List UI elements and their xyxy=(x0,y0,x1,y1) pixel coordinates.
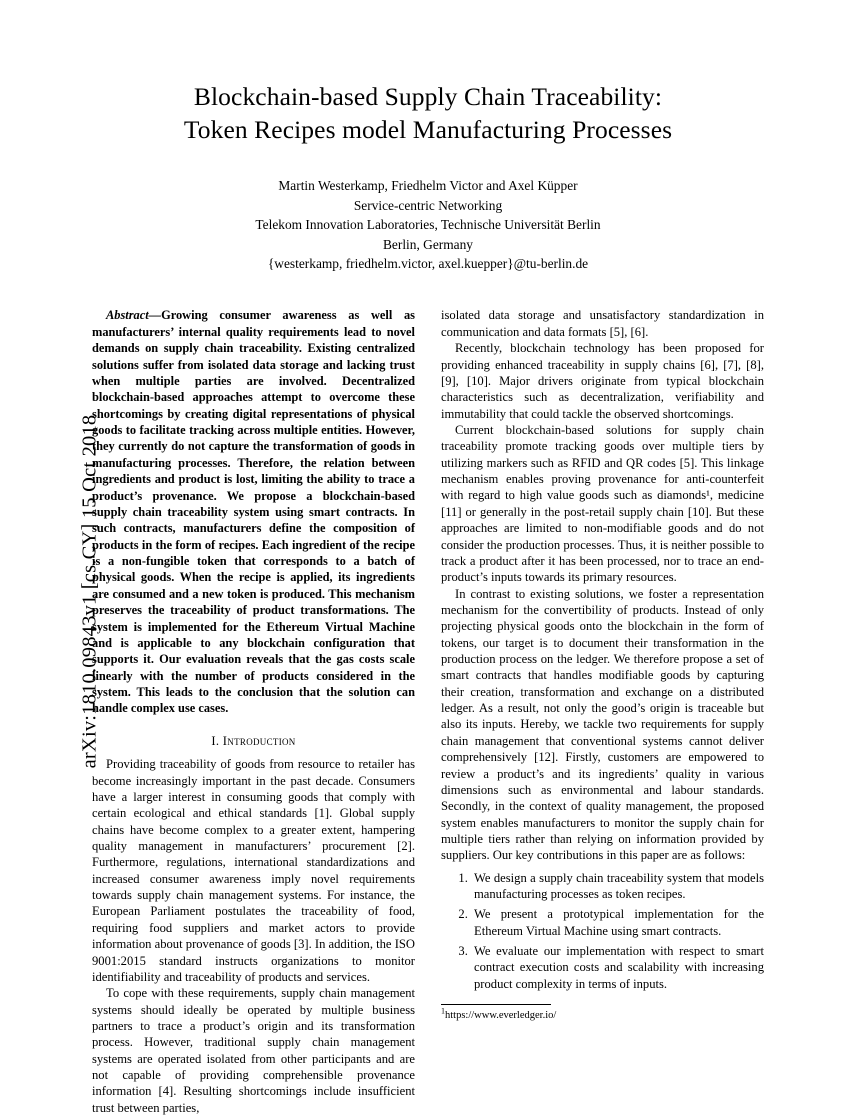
intro-paragraph-1: Providing traceability of goods from resource to retailer has become increasingly important in the past decade. Consumers have a larger interest in consuming goods that comply with certain ecological and ethical standards [1]. Global supply chains have become complex to a greater extent, hampering quality management in manufacturers’ procurement [2]. Furthermore, regulations, international standardizations and increased consumer awareness imply novel requirements towards supply chain management systems. For instance, the European Parliament postulates the traceability of food, requiring food suppliers and market actors to provide information about provenance of goods [3]. In addition, the ISO 9001:2015 standard instructs organizations to monitor identifiability and traceability of products and services. xyxy=(92,757,415,984)
abstract-paragraph xyxy=(92,307,415,716)
list-item: 2. We present a prototypical implementation for the Ethereum Virtual Machine using smart contracts. xyxy=(471,906,764,939)
author-block xyxy=(92,176,764,273)
intro-paragraph-5: Current blockchain-based solutions for supply chain traceability promote tracking goods over multiple tiers by utilizing markers such as RFID and QR codes [5]. This linkage mechanism enables proving provenance for anti-counterfeit with regard to high value goods such as diamonds¹, medicine [11] or generally in the post-retail supply chain [10]. But these approaches are limited to non-modifiable goods and do not consider the production processes. Thus, it is neither possible to track a product after it has been processed, nor to trace an end-product’s inputs towards its primary resources. xyxy=(441,422,764,585)
two-column-body xyxy=(92,307,764,1116)
arxiv-identifier-stamp: arXiv:1810.09843v1 [cs.CY] 15 Oct 2018 xyxy=(78,414,101,769)
intro-paragraph-2: To cope with these requirements, supply chain management systems should ideally be operated by multiple business partners to trace a product’s origin and its transformation process. However, traditional supply chain management systems are operated isolated from other participants and are not capable of providing comprehensible provenance information [4]. Resulting shortcomings include insufficient trust between parties, xyxy=(92,986,415,1115)
intro-paragraph-6: In contrast to existing solutions, we foster a representation mechanism for the convertibility of products. Instead of only projecting physical goods onto the blockchain in the form of tokens, our target is to document their transformation in the production process on the ledger. We therefore propose a set of smart contracts that handles modifiable goods by capturing their creation, transformation and exchange on a distributed ledger. As a result, not only the good’s origin is traceable but also its inputs. Hereby, we tackle two requirements for supply chain management that conventional systems cannot deliver comprehensively [12]. Firstly, customers are empowered to review a product’s and its ingredients’ quality in various dimensions such as environmental and labour standards. Secondly, in the context of quality management, the proposed system enables manufacturers to monitor the supply chain for multiple tiers rather than relying on information provided by suppliers. Our key contributions in this paper are as follows: xyxy=(441,586,764,863)
intro-paragraph-3: isolated data storage and unsatisfactory standardization in communication and data formats [5], [6]. xyxy=(441,308,764,339)
list-item: 3. We evaluate our implementation with respect to smart contract execution costs and scalability with increasing product complexity in terms of inputs. xyxy=(471,943,764,992)
column-left xyxy=(92,307,415,1116)
abstract-text: Growing consumer awareness as well as manufacturers’ internal quality requirements lead to novel demands on supply chain traceability. Existing centralized solutions suffer from isolated data storage and lacking trust when multiple parties are involved. Decentralized blockchain-based approaches attempt to overcome these shortcomings by creating digital representations of physical goods to facilitate tracking across multiple entities. However, they currently do not capture the transformation of goods in manufacturing processes. Therefore, the relation between ingredients and product is lost, limiting the ability to trace a product’s provenance. We propose a blockchain-based supply chain traceability system using smart contracts. In such contracts, manufacturers define the composition of products in the form of recipes. Each ingredient of the recipe is a non-fungible token that corresponds to a batch of physical goods. When the recipe is applied, its ingredients are consumed and a new token is produced. This mechanism preserves the traceability of product transformations. The system is implemented for the Ethereum Virtual Machine and is applicable to any blockchain configuration that supports it. Our evaluation reveals that the gas costs scale linearly with the number of products considered in the system. This leads to the conclusion that the solution can handle complex use cases. xyxy=(92,308,415,716)
intro-paragraph-4: Recently, blockchain technology has been proposed for providing enhanced traceability in supply chains [6], [7], [8], [9], [10]. Major drivers originate from typical blockchain characteristics such as decentralization, verifiability and immutability that could tackle the observed shortcomings. xyxy=(441,341,764,421)
column-right xyxy=(441,307,764,1022)
paper-content xyxy=(92,70,764,1116)
abstract-label: Abstract— xyxy=(106,308,162,323)
title-line-1: Blockchain-based Supply Chain Traceability: xyxy=(193,82,663,111)
author-emails: {westerkamp, friedhelm.victor, axel.kuepper}@tu-berlin.de xyxy=(267,256,589,272)
page-title xyxy=(92,70,764,146)
footnote-text: https://www.everledger.io/ xyxy=(445,1010,557,1022)
footnote xyxy=(441,1006,764,1022)
author-location: Berlin, Germany xyxy=(383,236,473,252)
author-group: Service-centric Networking xyxy=(353,197,503,213)
list-item: 1. We design a supply chain traceability system that models manufacturing processes as token recipes. xyxy=(471,870,764,903)
author-names: Martin Westerkamp, Friedhelm Victor and Axel Küpper xyxy=(278,178,578,194)
footnote-divider xyxy=(441,1004,551,1005)
contributions-list xyxy=(441,870,764,993)
section-heading-introduction: I. Introduction xyxy=(211,733,296,748)
title-line-2: Token Recipes model Manufacturing Processes xyxy=(183,115,673,145)
author-affiliation: Telekom Innovation Laboratories, Technische Universität Berlin xyxy=(255,217,601,233)
footnote-marker: 1 xyxy=(441,1006,445,1016)
